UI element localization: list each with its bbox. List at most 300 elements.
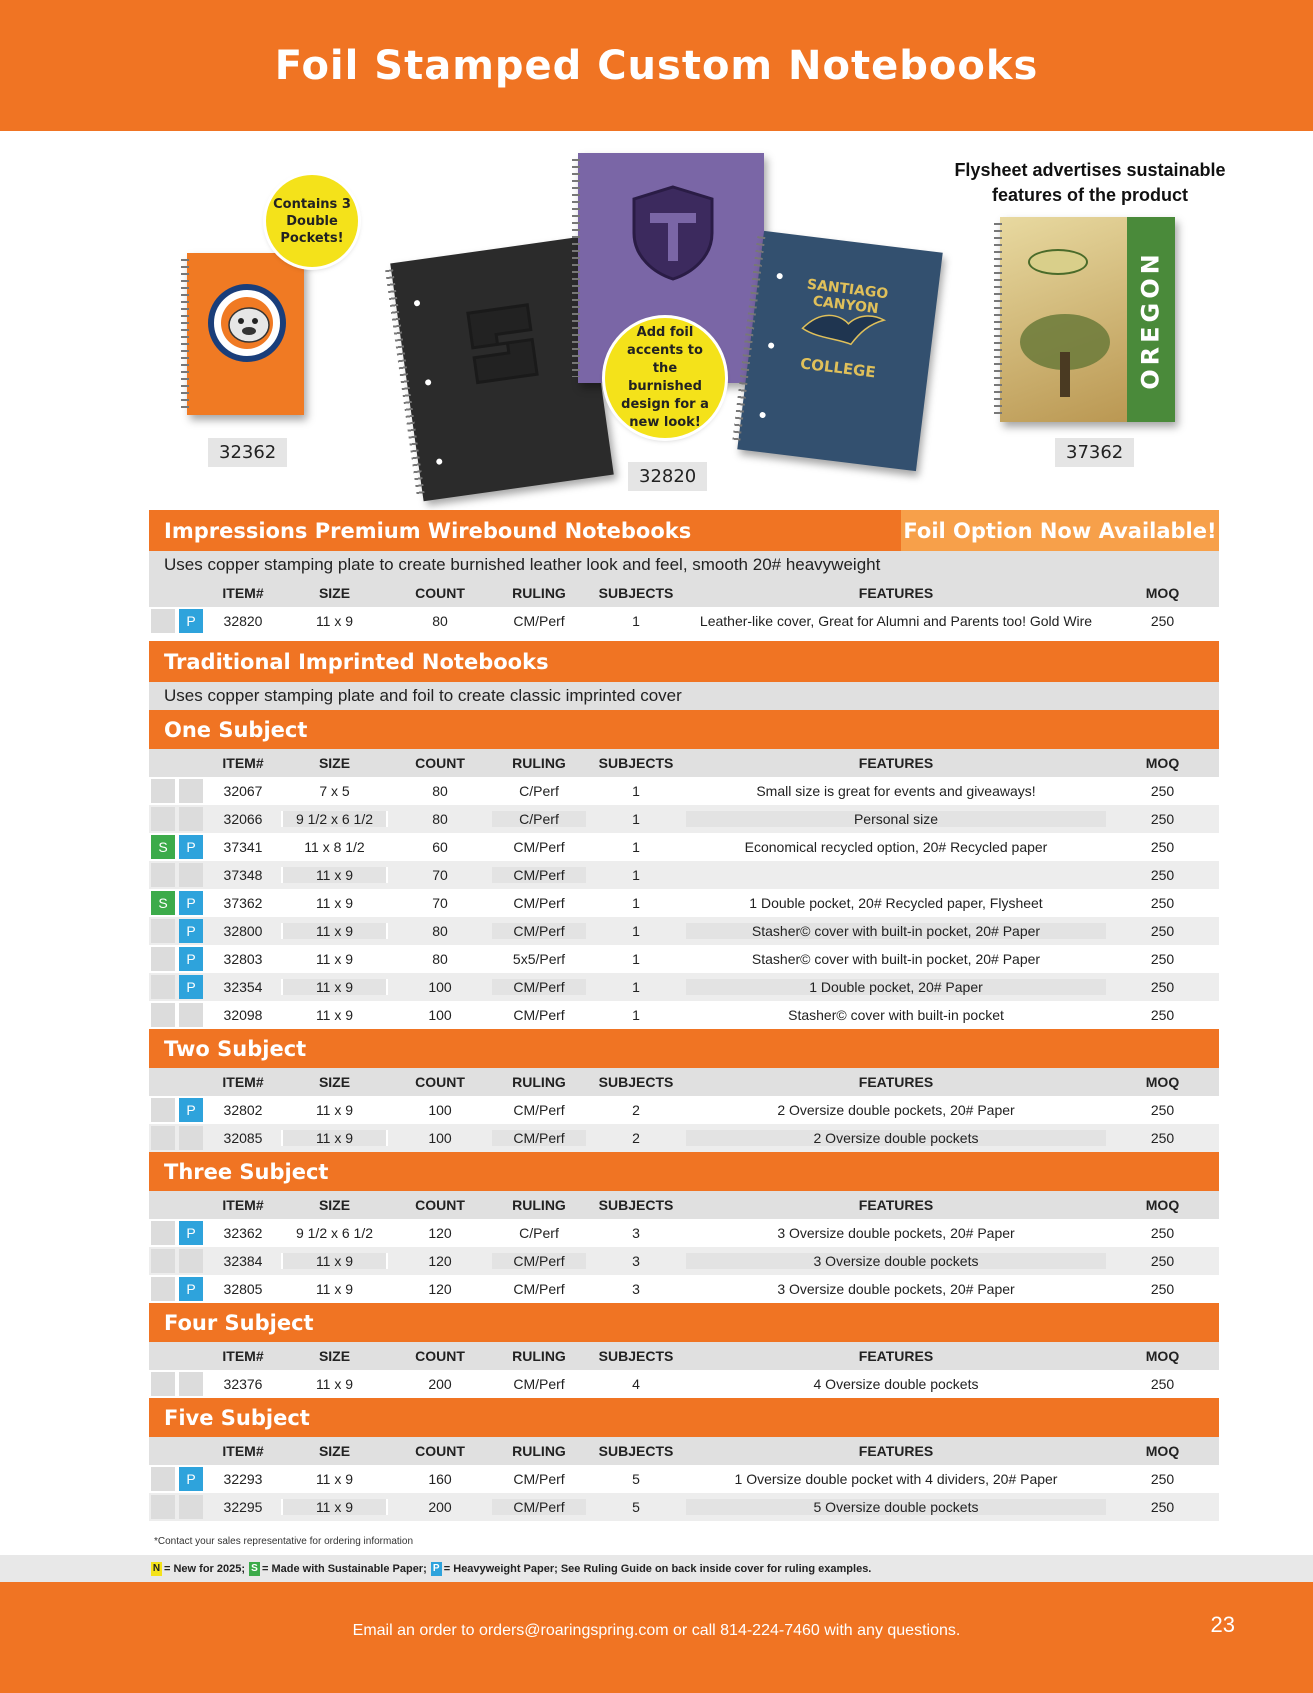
item-size: 11 x 9 [281, 1007, 388, 1023]
three-subject-title: Three Subject [164, 1159, 329, 1184]
item-moq: 250 [1150, 1281, 1175, 1297]
item-count: 100 [428, 1007, 452, 1023]
heavyweight-badge-cell [177, 833, 205, 861]
table-header [149, 1191, 1219, 1219]
sustainable-badge [151, 1126, 175, 1150]
col-features: FEATURES [858, 585, 934, 601]
product-tables [149, 510, 1219, 1521]
item-ruling: C/Perf [492, 811, 586, 827]
heavyweight-badge-cell [177, 1247, 205, 1275]
sustainable-badge [151, 1277, 175, 1301]
item-ruling: CM/Perf [513, 839, 565, 855]
col-size: SIZE [318, 1197, 351, 1213]
item-features: Leather-like cover, Great for Alumni and Parents too! Gold Wire [699, 613, 1093, 629]
traditional-desc: Uses copper stamping plate and foil to create classic imprinted cover [149, 682, 1219, 710]
header-spacer [177, 1437, 205, 1465]
item-features: 3 Oversize double pockets, 20# Paper [777, 1281, 1015, 1297]
sustainable-badge [151, 1221, 175, 1245]
item-size: 11 x 9 [281, 1130, 388, 1146]
sustainable-badge [151, 1467, 175, 1491]
s-emblem-icon [457, 294, 549, 394]
table-row [149, 833, 1219, 861]
five-subject-table [149, 1437, 1219, 1521]
item-moq: 250 [1150, 1130, 1175, 1146]
item-number: 32800 [223, 923, 263, 939]
table-row [149, 1275, 1219, 1303]
two-subject-table [149, 1068, 1219, 1152]
heavyweight-badge: P [179, 891, 203, 915]
col-item: ITEM# [222, 755, 264, 771]
heavyweight-badge-cell [177, 861, 205, 889]
premium-band [149, 510, 1219, 551]
header-spacer [177, 1342, 205, 1370]
sustainable-badge-cell [149, 917, 177, 945]
notebook-navy [737, 231, 942, 471]
item-features: Personal size [686, 811, 1106, 827]
item-ruling: CM/Perf [492, 1130, 586, 1146]
item-subjects: 1 [632, 923, 640, 939]
item-number: 32085 [223, 1130, 263, 1146]
table-row [149, 1001, 1219, 1029]
legend-sustainable-badge: S [249, 1562, 260, 1576]
item-features: Stasher© cover with built-in pocket, 20# Paper [751, 951, 1041, 967]
item-count: 70 [432, 895, 448, 911]
item-subjects: 5 [632, 1499, 640, 1515]
table-row [149, 1493, 1219, 1521]
item-number: 32066 [223, 811, 263, 827]
sustainable-badge-cell [149, 1124, 177, 1152]
item-count: 80 [432, 923, 448, 939]
oregon-strip: OREGON [1127, 217, 1175, 422]
col-count: COUNT [415, 585, 465, 601]
item-count: 80 [432, 613, 448, 629]
heavyweight-badge [179, 779, 203, 803]
table-row [149, 1219, 1219, 1247]
item-moq: 250 [1150, 811, 1175, 827]
sustainable-badge-cell [149, 973, 177, 1001]
col-features: FEATURES [858, 1197, 934, 1213]
sustainable-badge-cell [149, 1219, 177, 1247]
item-count: 120 [428, 1253, 452, 1269]
item-count: 200 [428, 1376, 452, 1392]
col-ruling: RULING [512, 1074, 566, 1090]
col-item: ITEM# [222, 1074, 264, 1090]
premium-title: Impressions Premium Wirebound Notebooks [164, 518, 692, 543]
legend-heavyweight-badge: P [431, 1562, 442, 1576]
item-number: 37341 [223, 839, 263, 855]
item-features: Economical recycled option, 20# Recycled paper [744, 839, 1048, 855]
item-ruling: CM/Perf [513, 895, 565, 911]
item-ruling: C/Perf [519, 783, 559, 799]
item-moq: 250 [1150, 1007, 1175, 1023]
col-moq: MOQ [1145, 585, 1180, 601]
item-count: 60 [432, 839, 448, 855]
item-count: 120 [428, 1281, 452, 1297]
item-count: 160 [428, 1471, 452, 1487]
header-spacer [177, 749, 205, 777]
col-moq: MOQ [1145, 1074, 1180, 1090]
page-footer [0, 1582, 1313, 1693]
table-row [149, 945, 1219, 973]
col-count: COUNT [415, 1074, 465, 1090]
legend-sustainable-text: = Made with Sustainable Paper; [262, 1562, 427, 1575]
item-size: 11 x 9 [281, 1471, 388, 1487]
item-number: 32067 [223, 783, 263, 799]
col-item: ITEM# [222, 585, 264, 601]
sustainable-badge [151, 1003, 175, 1027]
col-features: FEATURES [858, 1348, 934, 1364]
legend-new-badge: N [152, 1562, 161, 1574]
item-ruling: CM/Perf [492, 979, 586, 995]
heavyweight-badge-cell [177, 607, 205, 635]
col-subjects: SUBJECTS [598, 1074, 674, 1090]
heavyweight-badge-cell [177, 1001, 205, 1029]
col-ruling: RULING [512, 755, 566, 771]
bulldog-logo-icon [207, 283, 287, 363]
header-spacer [149, 579, 177, 607]
item-moq: 250 [1150, 923, 1175, 939]
item-size: 11 x 9 [281, 1376, 388, 1392]
item-number: 32803 [223, 951, 263, 967]
heavyweight-badge-cell [177, 805, 205, 833]
item-moq: 250 [1150, 1471, 1175, 1487]
table-row [149, 889, 1219, 917]
legend-bar [0, 1555, 1313, 1582]
col-ruling: RULING [512, 585, 566, 601]
three-subject-table [149, 1191, 1219, 1303]
heavyweight-badge-cell [177, 1370, 205, 1398]
heavyweight-badge: P [179, 1277, 203, 1301]
col-subjects: SUBJECTS [598, 1443, 674, 1459]
item-count: 80 [432, 951, 448, 967]
header-spacer [149, 1342, 177, 1370]
col-ruling: RULING [512, 1348, 566, 1364]
three-subject-band [149, 1152, 1219, 1191]
item-size: 11 x 9 [281, 1499, 388, 1515]
heavyweight-badge [179, 1372, 203, 1396]
item-subjects: 1 [632, 951, 640, 967]
item-ruling: CM/Perf [492, 1499, 586, 1515]
sustainable-badge [151, 807, 175, 831]
item-features: 1 Double pocket, 20# Recycled paper, Flysheet [749, 895, 1043, 911]
item-tag-2: 32820 [628, 462, 707, 491]
item-size: 9 1/2 x 6 1/2 [281, 1225, 388, 1241]
item-count: 100 [428, 979, 452, 995]
item-subjects: 1 [632, 811, 640, 827]
item-number: 32820 [223, 613, 263, 629]
item-number: 32295 [223, 1499, 263, 1515]
header-spacer [149, 749, 177, 777]
col-size: SIZE [318, 755, 351, 771]
heavyweight-badge-cell [177, 1219, 205, 1247]
item-features: 2 Oversize double pockets [686, 1130, 1106, 1146]
heavyweight-badge-cell [177, 1275, 205, 1303]
item-ruling: CM/Perf [492, 1253, 586, 1269]
item-number: 32354 [223, 979, 263, 995]
heavyweight-badge: P [179, 835, 203, 859]
item-size: 11 x 9 [281, 1102, 388, 1118]
item-size: 11 x 9 [281, 613, 388, 629]
sustainable-badge-cell [149, 833, 177, 861]
sustainable-badge [151, 609, 175, 633]
item-moq: 250 [1150, 951, 1175, 967]
heavyweight-badge-cell [177, 1493, 205, 1521]
item-size: 11 x 9 [281, 1281, 388, 1297]
header-spacer [177, 1191, 205, 1219]
eagle-icon [795, 298, 890, 359]
col-moq: MOQ [1145, 1443, 1180, 1459]
one-subject-title: One Subject [164, 717, 308, 742]
notebook-oregon [1000, 217, 1175, 422]
shield-crest-icon [628, 183, 718, 283]
heavyweight-badge: P [179, 919, 203, 943]
sustainable-badge-cell [149, 1465, 177, 1493]
item-moq: 250 [1150, 1499, 1175, 1515]
col-count: COUNT [415, 1197, 465, 1213]
item-subjects: 4 [632, 1376, 640, 1392]
heavyweight-badge: P [179, 947, 203, 971]
sustainable-badge-cell [149, 1096, 177, 1124]
sustainable-badge-cell [149, 1247, 177, 1275]
item-subjects: 1 [632, 867, 640, 883]
two-subject-title: Two Subject [164, 1036, 307, 1061]
heavyweight-badge: P [179, 1467, 203, 1491]
item-moq: 250 [1150, 895, 1175, 911]
promo-burst-pockets: Contains 3 Double Pockets! [266, 175, 358, 267]
header-spacer [149, 1191, 177, 1219]
item-size: 11 x 9 [281, 1253, 388, 1269]
heavyweight-badge [179, 807, 203, 831]
col-count: COUNT [415, 1443, 465, 1459]
one-subject-band [149, 710, 1219, 749]
col-ruling: RULING [512, 1197, 566, 1213]
item-subjects: 1 [632, 613, 640, 629]
item-size: 11 x 9 [281, 867, 388, 883]
header-spacer [149, 1437, 177, 1465]
table-row [149, 805, 1219, 833]
sustainable-badge [151, 863, 175, 887]
item-ruling: CM/Perf [513, 1471, 565, 1487]
page-number: 23 [1210, 1612, 1235, 1637]
item-features: 3 Oversize double pockets, 20# Paper [777, 1225, 1015, 1241]
five-subject-band [149, 1398, 1219, 1437]
item-moq: 250 [1150, 1102, 1175, 1118]
item-number: 37348 [223, 867, 263, 883]
header-spacer [149, 1068, 177, 1096]
heavyweight-badge [179, 863, 203, 887]
flysheet-caption: Flysheet advertises sustainable features of the product [954, 160, 1226, 205]
col-item: ITEM# [222, 1443, 264, 1459]
table-row [149, 1370, 1219, 1398]
page-header [0, 0, 1313, 131]
item-ruling: CM/Perf [513, 1007, 565, 1023]
item-subjects: 5 [632, 1471, 640, 1487]
heavyweight-badge-cell [177, 945, 205, 973]
footnote: *Contact your sales representative for ordering information [154, 1536, 414, 1547]
sustainable-badge-cell [149, 805, 177, 833]
col-features: FEATURES [858, 1074, 934, 1090]
college-label: COLLEGE [799, 354, 877, 382]
col-size: SIZE [318, 1443, 351, 1459]
sustainable-badge [151, 947, 175, 971]
item-number: 37362 [223, 895, 263, 911]
sustainable-badge [151, 1495, 175, 1519]
item-ruling: 5x5/Perf [512, 951, 566, 967]
sustainable-badge [151, 779, 175, 803]
promo-burst-foil: Add foil accents to the burnished design for a new look! [605, 318, 725, 438]
four-subject-band [149, 1303, 1219, 1342]
heavyweight-badge-cell [177, 889, 205, 917]
item-ruling: CM/Perf [513, 1102, 565, 1118]
sustainable-badge-cell [149, 1370, 177, 1398]
item-number: 32376 [223, 1376, 263, 1392]
item-moq: 250 [1150, 613, 1175, 629]
item-subjects: 1 [632, 839, 640, 855]
item-features: 1 Double pocket, 20# Paper [686, 979, 1106, 995]
product-photos [0, 131, 1313, 506]
item-subjects: 2 [632, 1130, 640, 1146]
heavyweight-badge: P [179, 1098, 203, 1122]
heavyweight-badge [179, 1495, 203, 1519]
heavyweight-badge: P [179, 609, 203, 633]
four-subject-table [149, 1342, 1219, 1398]
item-size: 11 x 9 [281, 951, 388, 967]
two-subject-band [149, 1029, 1219, 1068]
item-size: 11 x 9 [281, 979, 388, 995]
heavyweight-badge: P [179, 975, 203, 999]
item-subjects: 3 [632, 1281, 640, 1297]
sustainable-badge: S [151, 891, 175, 915]
item-count: 100 [428, 1130, 452, 1146]
item-count: 80 [432, 811, 448, 827]
college-arc-text: SANTIAGO CANYON [806, 276, 890, 318]
heavyweight-badge-cell [177, 1124, 205, 1152]
col-item: ITEM# [222, 1348, 264, 1364]
item-size: 11 x 9 [281, 923, 388, 939]
header-spacer [177, 1068, 205, 1096]
item-ruling: CM/Perf [492, 923, 586, 939]
heavyweight-badge-cell [177, 1465, 205, 1493]
item-size: 11 x 8 1/2 [281, 839, 388, 855]
table-row [149, 1247, 1219, 1275]
table-row [149, 861, 1219, 889]
heavyweight-badge [179, 1003, 203, 1027]
col-subjects: SUBJECTS [598, 585, 674, 601]
legend-new-text: = New for 2025; [164, 1562, 246, 1575]
col-count: COUNT [415, 755, 465, 771]
legend-heavyweight-text: = Heavyweight Paper; See Ruling Guide on back inside cover for ruling examples. [443, 1562, 872, 1575]
item-subjects: 2 [632, 1102, 640, 1118]
table-row [149, 607, 1219, 635]
heavyweight-badge: P [179, 1221, 203, 1245]
item-number: 32384 [223, 1253, 263, 1269]
heavyweight-badge-cell [177, 917, 205, 945]
col-count: COUNT [415, 1348, 465, 1364]
item-subjects: 3 [632, 1253, 640, 1269]
sustainable-badge: S [151, 835, 175, 859]
traditional-band [149, 641, 1219, 682]
item-subjects: 1 [632, 783, 640, 799]
item-features: 2 Oversize double pockets, 20# Paper [777, 1102, 1015, 1118]
col-subjects: SUBJECTS [598, 1348, 674, 1364]
col-subjects: SUBJECTS [598, 755, 674, 771]
table-row [149, 1096, 1219, 1124]
col-subjects: SUBJECTS [598, 1197, 674, 1213]
item-subjects: 1 [632, 979, 640, 995]
item-count: 80 [432, 783, 448, 799]
heavyweight-badge-cell [177, 973, 205, 1001]
col-features: FEATURES [858, 755, 934, 771]
item-features: 1 Oversize double pocket with 4 dividers, 20# Paper [734, 1471, 1058, 1487]
header-spacer [177, 579, 205, 607]
table-header [149, 1068, 1219, 1096]
premium-desc: Uses copper stamping plate to create burnished leather look and feel, smooth 20# heavyweight [149, 551, 1219, 579]
table-row [149, 917, 1219, 945]
sustainable-badge-cell [149, 1001, 177, 1029]
one-subject-table [149, 749, 1219, 1029]
sustainable-badge-cell [149, 945, 177, 973]
item-features: Stasher© cover with built-in pocket [788, 1007, 1004, 1023]
premium-table [149, 579, 1219, 635]
sustainability-seal-icon [1028, 249, 1088, 275]
item-features: Stasher© cover with built-in pocket, 20# Paper [686, 923, 1106, 939]
tree-icon [1010, 307, 1120, 407]
notebook-orange [187, 253, 304, 415]
item-moq: 250 [1150, 1253, 1175, 1269]
item-moq: 250 [1150, 1225, 1175, 1241]
col-moq: MOQ [1145, 1197, 1180, 1213]
col-moq: MOQ [1145, 755, 1180, 771]
contact-message: Email an order to orders@roaringspring.com or call 814-224-7460 with any questions. [352, 1622, 961, 1639]
page-title: Foil Stamped Custom Notebooks [274, 42, 1039, 89]
sustainable-badge [151, 975, 175, 999]
item-size: 9 1/2 x 6 1/2 [281, 811, 388, 827]
traditional-title: Traditional Imprinted Notebooks [164, 649, 549, 674]
col-size: SIZE [318, 585, 351, 601]
sustainable-badge [151, 1249, 175, 1273]
item-ruling: CM/Perf [513, 613, 565, 629]
item-ruling: CM/Perf [513, 1376, 565, 1392]
sustainable-badge [151, 1098, 175, 1122]
col-features: FEATURES [858, 1443, 934, 1459]
item-tag-3: 37362 [1055, 438, 1134, 467]
sustainable-badge [151, 919, 175, 943]
item-size: 11 x 9 [281, 895, 388, 911]
col-item: ITEM# [222, 1197, 264, 1213]
table-header [149, 1437, 1219, 1465]
item-count: 120 [428, 1225, 452, 1241]
table-header [149, 579, 1219, 607]
item-moq: 250 [1150, 979, 1175, 995]
table-row [149, 973, 1219, 1001]
item-features: 4 Oversize double pockets [813, 1376, 979, 1392]
table-row [149, 1124, 1219, 1152]
item-count: 200 [428, 1499, 452, 1515]
item-moq: 250 [1150, 1376, 1175, 1392]
sustainable-badge [151, 1372, 175, 1396]
foil-option-label: Foil Option Now Available! [901, 510, 1219, 551]
sustainable-badge-cell [149, 1493, 177, 1521]
item-moq: 250 [1150, 839, 1175, 855]
col-ruling: RULING [512, 1443, 566, 1459]
table-header [149, 749, 1219, 777]
sustainable-badge-cell [149, 861, 177, 889]
four-subject-title: Four Subject [164, 1310, 314, 1335]
item-count: 100 [428, 1102, 452, 1118]
table-header [149, 1342, 1219, 1370]
sustainable-badge-cell [149, 777, 177, 805]
item-features: 5 Oversize double pockets [686, 1499, 1106, 1515]
